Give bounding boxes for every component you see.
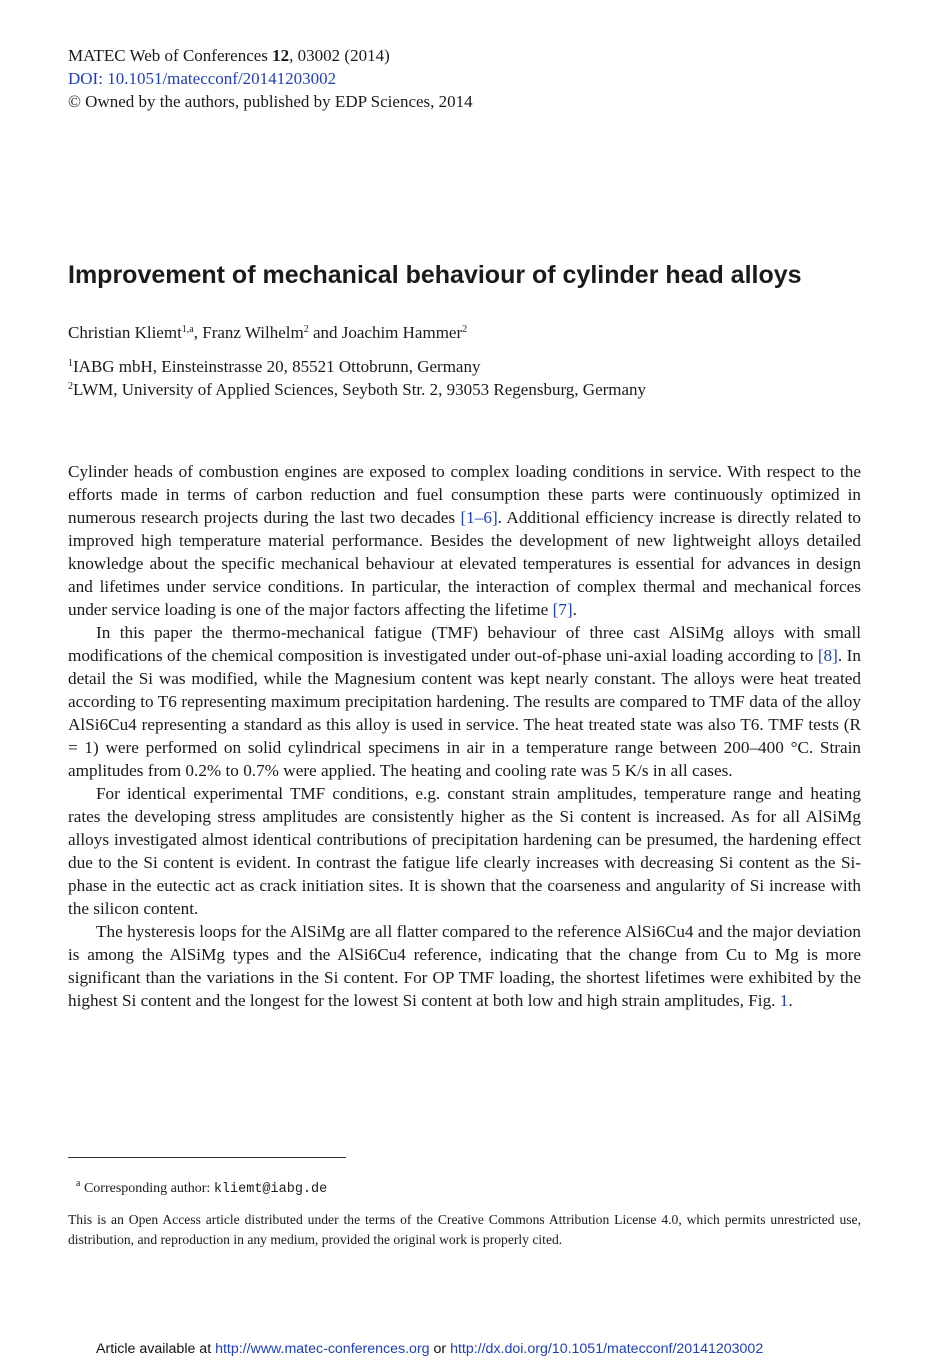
journal-citation: MATEC Web of Conferences 12, 03002 (2014) <box>68 46 390 65</box>
author-affiliation-mark: 2 <box>303 324 309 335</box>
paragraph: In this paper the thermo-mechanical fatigue (TMF) behaviour of three cast AlSiMg alloys with small modifications of the chemical composition is investigated under out-of-phase uni-axial loading according to [8]. In detail the Si was modified, while the Magnesium content was kept nearly constant. The alloys were heat treated according to T6 representing maximum precipitation hardening. The results are compared to TMF data of the alloy AlSi6Cu4 representing a standard as this alloy is used in service. The heat treated state was also T6. TMF tests (R = 1) were performed on solid cylindrical specimens in air in a temperature range between 200–400 °C. Strain amplitudes from 0.2% to 0.7% were applied. The heating and cooling rate was 5 K/s in all cases. <box>68 623 861 780</box>
citation-link[interactable]: [7] <box>552 600 573 619</box>
citation-link[interactable]: [8] <box>817 646 838 665</box>
matec-website-link[interactable]: http://www.matec-conferences.org <box>215 1341 430 1357</box>
paper-title: Improvement of mechanical behaviour of cylinder head alloys <box>68 261 802 289</box>
footnote-divider <box>68 1157 346 1158</box>
affiliation-list <box>68 355 646 401</box>
author-email[interactable]: kliemt@iabg.de <box>213 1182 328 1197</box>
author-affiliation-mark: 1,a <box>181 324 194 335</box>
article-availability-footer: Article available at http://www.matec-conferences.org or http://dx.doi.org/10.1051/matecconf/20141203002 <box>96 1341 764 1357</box>
license-notice: This is an Open Access article distributed under the terms of the Creative Commons Attribution License 4.0, which permits unrestricted use, distribution, and reproduction in any medium, provided the original work is properly cited. <box>68 1212 861 1247</box>
author-name: Christian Kliemt <box>68 323 182 342</box>
body-text <box>68 460 861 1012</box>
author-name: Franz Wilhelm <box>202 323 304 342</box>
affiliation-item: $^2$LWM, University of Applied Sciences, Seyboth Str. 2, 93053 Regensburg, Germany <box>68 380 647 399</box>
citation-link[interactable]: [1–6] <box>460 508 498 527</box>
corresponding-author-note: $^a$ Corresponding author: kliemt@iabg.de <box>76 1178 328 1197</box>
author-affiliation-mark: 2 <box>462 324 468 335</box>
paragraph: Cylinder heads of combustion engines are exposed to complex loading conditions in service. With respect to the efforts made in terms of carbon reduction and fuel consumption these parts were continuously optimized in numerous research projects during the last two decades [1–6]. Additional efficiency increase is directly related to improved high temperature material performance. Besides the development of new lightweight alloys detailed knowledge about the specific mechanical behaviour at elevated temperatures is essential for advances in design and lifetimes under service conditions. In particular, the interaction of complex thermal and mechanical forces under service loading is one of the major factors affecting the lifetime [7]. <box>68 462 861 619</box>
affiliation-item: $^1$IABG mbH, Einsteinstrasse 20, 85521 Ottobrunn, Germany <box>68 357 481 376</box>
paragraph: For identical experimental TMF conditions, e.g. constant strain amplitudes, temperature range and heating rates the developing stress amplitudes are consistently higher as the Si content is increased. As for all AlSiMg alloys investigated almost identical contributions of precipitation hardening can be presumed, the hardening effect due to the Si content is evident. In contrast the fatigue life clearly increases with decreasing Si content as the Si-phase in the eutectic act as crack initiation sites. It is shown that the coarseness and angularity of Si increase with the silicon content. <box>68 784 861 918</box>
figure-link[interactable]: 1 <box>779 991 789 1010</box>
journal-header <box>68 44 473 113</box>
doi-link[interactable]: DOI: 10.1051/matecconf/20141203002 <box>68 69 337 88</box>
volume-number: 12 <box>272 46 290 65</box>
copyright-line: © Owned by the authors, published by EDP Sciences, 2014 <box>68 92 473 111</box>
doi-url-link[interactable]: http://dx.doi.org/10.1051/matecconf/20141203002 <box>450 1341 764 1357</box>
author-list: Christian Kliemt$^{1,a}$, Franz Wilhelm$^2$ and Joachim Hammer$^2$ <box>68 323 468 342</box>
author-name: Joachim Hammer <box>341 323 463 342</box>
paragraph: The hysteresis loops for the AlSiMg are all flatter compared to the reference AlSi6Cu4 and the major deviation is among the AlSiMg types and the AlSi6Cu4 reference, indicating that the change from Cu to Mg is more significant than the variations in the Si content. For OP TMF loading, the shortest lifetimes were exhibited by the highest Si content and the longest for the lowest Si content at both low and high strain amplitudes, Fig. 1. <box>68 922 861 1010</box>
